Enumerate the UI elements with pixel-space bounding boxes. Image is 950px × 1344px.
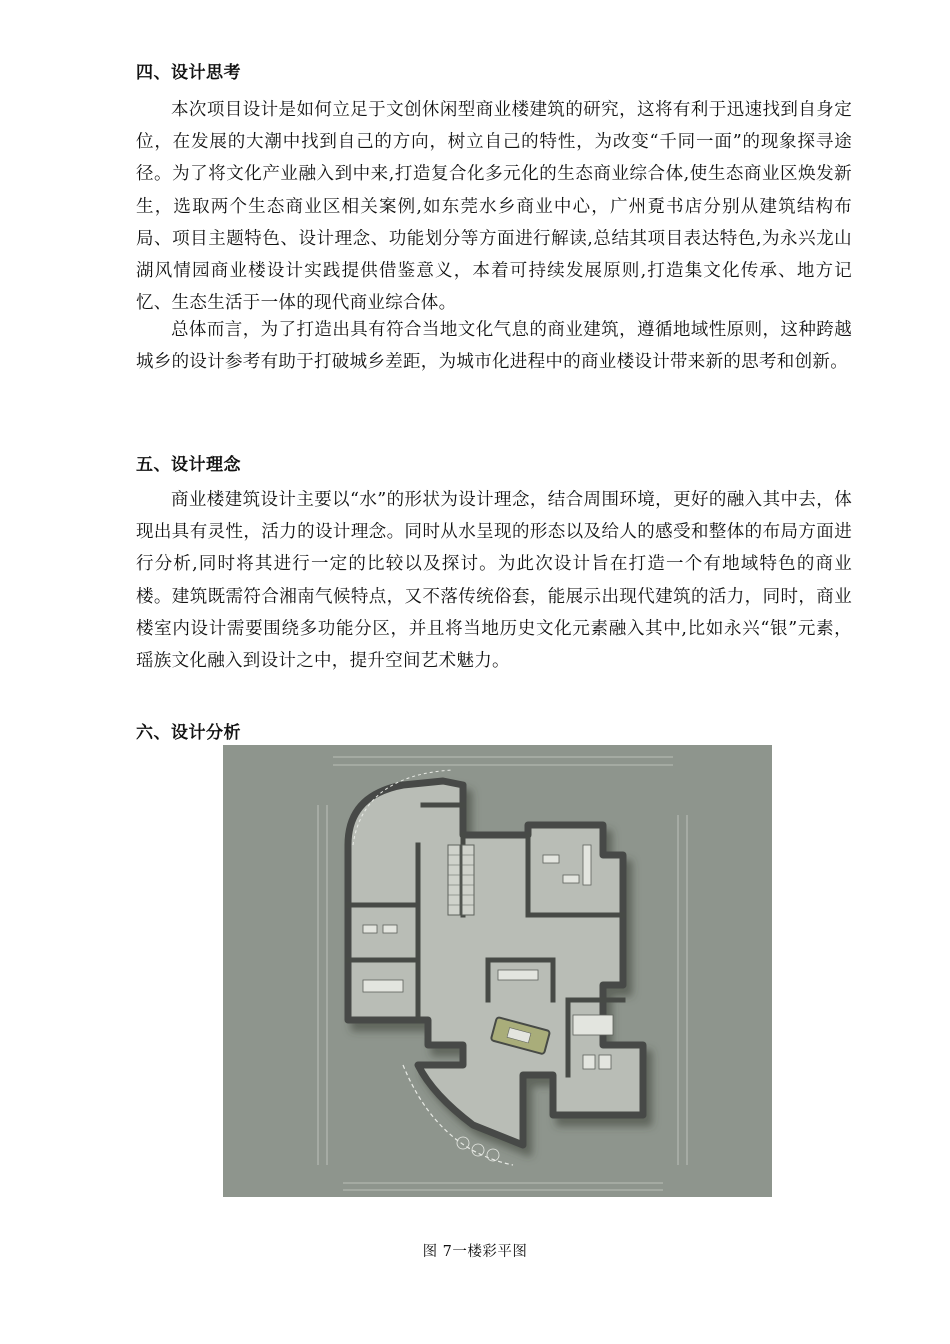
paragraph-design-concept: 商业楼建筑设计主要以“水”的形状为设计理念，结合周围环境，更好的融入其中去，体现出具有灵性，活力的设计理念。同时从水呈现的形态以及给人的感受和整体的布局方面进行分析,同时将其进行一定的比较以及探讨。为此次设计旨在打造一个有地域特色的商业楼。建筑既需符合湘南气候特点，又不落传统俗套，能展示出现代建筑的活力，同时，商业楼室内设计需要围绕多功能分区，并且将当地历史文化元素融入其中,比如永兴“银”元素，瑶族文化融入到设计之中，提升空间艺术魅力。 — [136, 490, 852, 672]
section-heading-design-thinking: 四、设计思考 — [136, 63, 241, 83]
paragraph-design-thinking-1: 本次项目设计是如何立足于文创休闲型商业楼建筑的研究，这将有利于迅速找到自身定位，在发展的大潮中找到自己的方向，树立自己的特性，为改变“千同一面”的现象探寻途径。为了将文化产业融入到中来,打造复合化多元化的生态商业综合体,使生态商业区焕发新生，选取两个生态商业区相关案例,如东莞水乡商业中心，广州覔书店分别从建筑结构布局、项目主题特色、设计理念、功能划分等方面进行解读,总结其项目表达特色,为永兴龙山湖风情园商业楼设计实践提供借鉴意义，本着可持续发展原则,打造集文化传承、地方记忆、生态生活于一体的现代商业综合体。 — [136, 100, 852, 314]
floor-plan-image — [223, 745, 772, 1197]
section-heading-design-concept: 五、设计理念 — [136, 455, 241, 475]
figure-caption: 图 7一楼彩平图 — [422, 1244, 528, 1260]
paragraph-design-thinking-2: 总体而言，为了打造出具有符合当地文化气息的商业建筑，遵循地域性原则，这种跨越城乡的设计参考有助于打破城乡差距，为城市化进程中的商业楼设计带来新的思考和创新。 — [136, 320, 852, 373]
section-heading-design-analysis: 六、设计分析 — [136, 723, 241, 743]
